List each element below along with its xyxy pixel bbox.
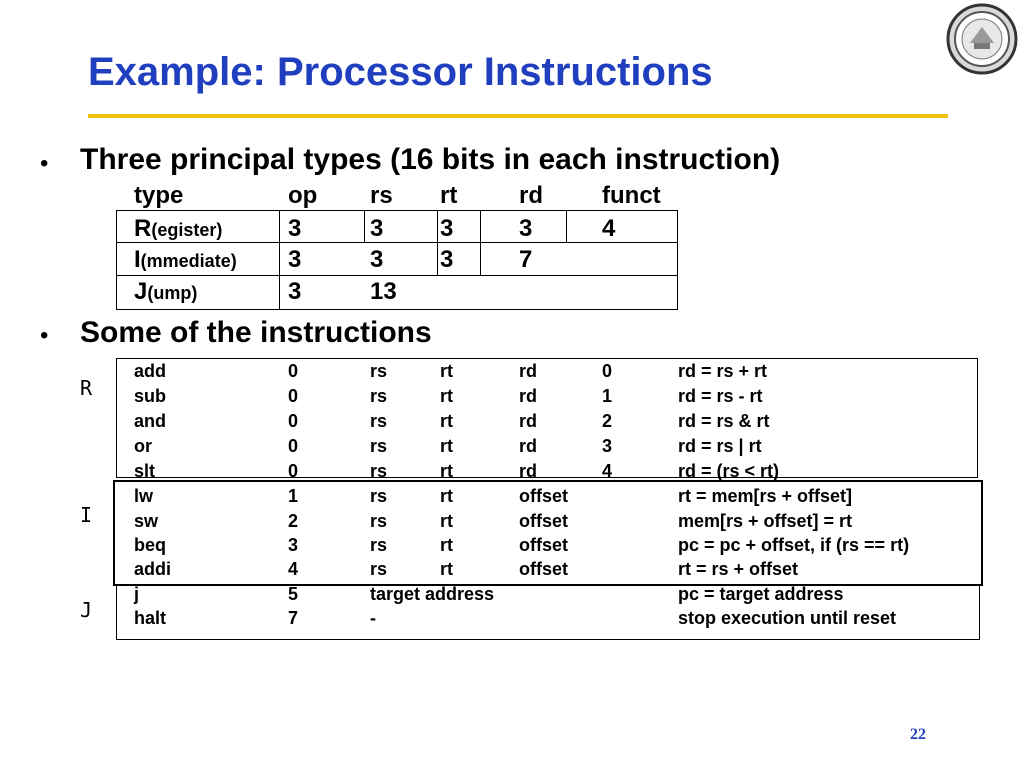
instruction-opcode: 3 <box>288 535 299 555</box>
type-name-jump: J(ump) <box>134 278 198 305</box>
instruction-mnemonic: and <box>134 411 167 431</box>
type-cell: 3 <box>288 246 302 273</box>
instruction-field-rd: offset <box>519 559 568 579</box>
type-cell: 4 <box>602 215 616 242</box>
instruction-field-rs: rs <box>370 436 388 456</box>
instruction-operation: stop execution until reset <box>678 608 897 628</box>
instruction-opcode: 0 <box>288 386 299 406</box>
type-cell: 3 <box>440 215 454 242</box>
instruction-field-rt: rt <box>440 436 453 456</box>
instruction-field-rd: rd <box>519 411 537 431</box>
instruction-field-rs: rs <box>370 461 388 481</box>
instruction-field-rd: rd <box>519 361 537 381</box>
type-cell: 3 <box>440 246 454 273</box>
instruction-mnemonic: slt <box>134 461 156 481</box>
university-seal-icon <box>946 3 1018 75</box>
table-column-divider <box>437 211 438 275</box>
instruction-opcode: 2 <box>288 511 299 531</box>
instruction-field-rs: rs <box>370 486 388 506</box>
instruction-operation: mem[rs + offset] = rt <box>678 511 853 531</box>
page-number: 22 <box>910 726 926 743</box>
instruction-field-rs: rs <box>370 559 388 579</box>
type-cell: 3 <box>519 215 533 242</box>
r-type-box <box>116 358 978 478</box>
instruction-field-rt: rt <box>440 511 453 531</box>
instruction-field-rd: offset <box>519 486 568 506</box>
instruction-mnemonic: lw <box>134 486 154 506</box>
instruction-field-rt: rt <box>440 486 453 506</box>
type-cell: 7 <box>519 246 533 273</box>
group-label-r: R <box>80 376 93 400</box>
type-cell: 13 <box>370 278 397 305</box>
instruction-field-rd: rd <box>519 461 537 481</box>
table-row-divider <box>117 275 677 276</box>
header-rd: rd <box>519 182 543 209</box>
instruction-opcode: 1 <box>288 486 299 506</box>
instruction-opcode: 0 <box>288 411 299 431</box>
instruction-opcode: 5 <box>288 584 299 604</box>
bullet-principal-types: Three principal types (16 bits in each instruction) <box>80 143 781 176</box>
instruction-funct: 3 <box>602 436 613 456</box>
instruction-field-rs: rs <box>370 361 388 381</box>
instruction-opcode: 7 <box>288 608 299 628</box>
instruction-field-rd: offset <box>519 511 568 531</box>
table-column-divider <box>279 211 280 309</box>
instruction-mnemonic: or <box>134 436 152 456</box>
instruction-field-rs: rs <box>370 511 388 531</box>
slide-title: Example: Processor Instructions <box>88 50 713 94</box>
instruction-funct: 4 <box>602 461 613 481</box>
instruction-operation: rd = rs + rt <box>678 361 768 381</box>
instruction-opcode: 4 <box>288 559 299 579</box>
instruction-mnemonic: j <box>134 584 140 604</box>
header-rs: rs <box>370 182 393 209</box>
instruction-field-rs: rs <box>370 386 388 406</box>
type-name-immediate: I(mmediate) <box>134 246 237 273</box>
instruction-operation: pc = pc + offset, if (rs == rt) <box>678 535 910 555</box>
instruction-operation: rt = mem[rs + offset] <box>678 486 853 506</box>
instruction-funct: 0 <box>602 361 613 381</box>
instruction-field-rs: - <box>370 608 376 628</box>
instruction-field-rd: rd <box>519 386 537 406</box>
title-underline <box>88 114 948 118</box>
instruction-operation: rd = (rs < rt) <box>678 461 780 481</box>
type-name-register: R(egister) <box>134 215 223 242</box>
instruction-field-rt: rt <box>440 361 453 381</box>
instruction-operation: rd = rs | rt <box>678 436 762 456</box>
bullet-some-instructions: Some of the instructions <box>80 316 432 349</box>
instruction-opcode: 0 <box>288 436 299 456</box>
bullet-dot: • <box>40 150 49 177</box>
type-cell: 3 <box>288 278 302 305</box>
type-cell: 3 <box>288 215 302 242</box>
instruction-field-rt: rt <box>440 559 453 579</box>
instruction-field-rd: rd <box>519 436 537 456</box>
instruction-funct: 2 <box>602 411 613 431</box>
instruction-field-rt: rt <box>440 461 453 481</box>
instruction-mnemonic: halt <box>134 608 167 628</box>
type-cell: 3 <box>370 215 384 242</box>
instruction-field-rs: rs <box>370 535 388 555</box>
instruction-opcode: 0 <box>288 461 299 481</box>
instruction-mnemonic: sub <box>134 386 167 406</box>
group-label-i: I <box>80 503 93 527</box>
instruction-operation: pc = target address <box>678 584 844 604</box>
bullet-dot: • <box>40 322 49 349</box>
instruction-field-rs: rs <box>370 411 388 431</box>
instruction-operation: rd = rs - rt <box>678 386 763 406</box>
instruction-mnemonic: add <box>134 361 167 381</box>
type-cell: 3 <box>370 246 384 273</box>
instruction-field-rt: rt <box>440 535 453 555</box>
group-label-j: J <box>80 598 93 622</box>
header-rt: rt <box>440 182 458 209</box>
instruction-field-rs: target address <box>370 584 495 604</box>
instruction-mnemonic: beq <box>134 535 167 555</box>
instruction-funct: 1 <box>602 386 613 406</box>
header-funct: funct <box>602 182 661 209</box>
instruction-opcode: 0 <box>288 361 299 381</box>
table-column-divider <box>566 211 567 242</box>
instruction-mnemonic: addi <box>134 559 172 579</box>
instruction-mnemonic: sw <box>134 511 159 531</box>
instruction-operation: rt = rs + offset <box>678 559 799 579</box>
instruction-field-rt: rt <box>440 386 453 406</box>
header-type: type <box>134 182 184 209</box>
table-column-divider <box>364 211 365 242</box>
header-op: op <box>288 182 318 209</box>
table-column-divider <box>480 211 481 275</box>
instruction-operation: rd = rs & rt <box>678 411 770 431</box>
instruction-field-rd: offset <box>519 535 568 555</box>
instruction-field-rt: rt <box>440 411 453 431</box>
